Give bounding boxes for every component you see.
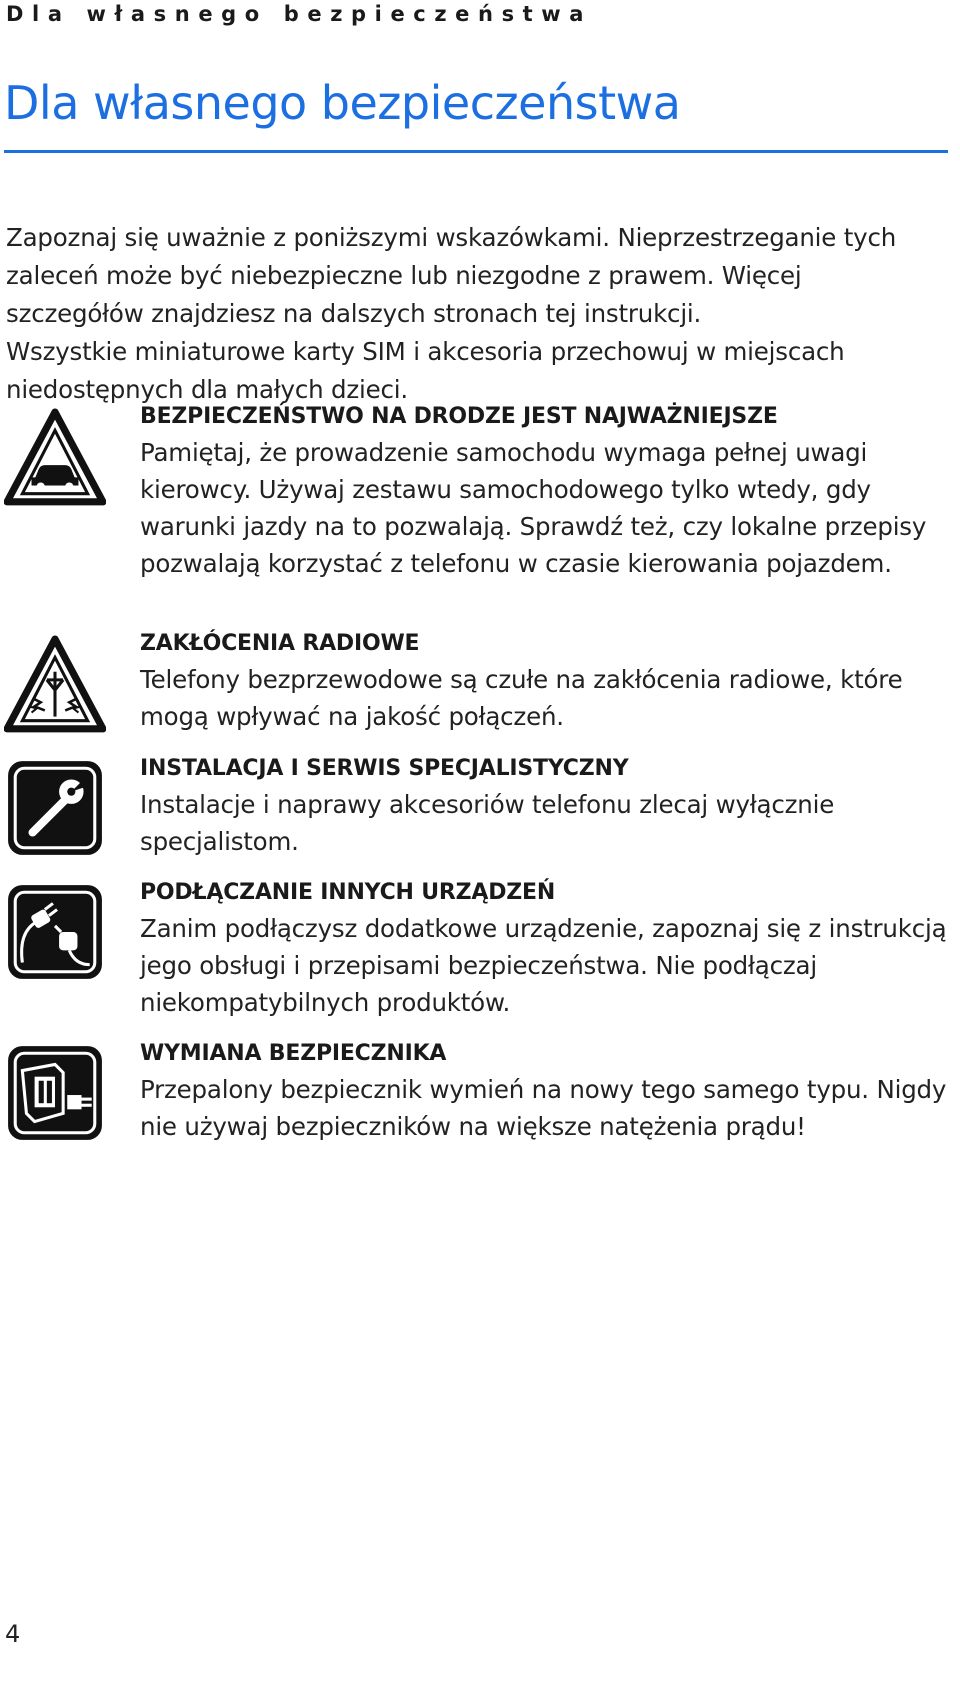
section-body: Przepalony bezpiecznik wymień na nowy tego samego typu. Nigdy nie używaj bezpieczników na większe natężenia prądu! [140,1075,947,1141]
intro [6,219,946,409]
section-body: Zanim podłączysz dodatkowe urządzenie, zapoznaj się z instrukcją jego obsługi i przepisami bezpieczeństwa. Nie podłączaj niekompatybilnych produktów. [140,914,947,1017]
section-heading: INSTALACJA I SERWIS SPECJALISTYCZNY [140,756,629,781]
intro-paragraph: Zapoznaj się uważnie z poniższymi wskazówkami. Nieprzestrzeganie tych zaleceń może być niebezpieczne lub niezgodne z prawem. Więcej szczegółów znajdziesz na dalszych stronach tej instrukcji. [6,223,897,328]
radio-interference-icon [4,635,106,737]
title-rule [4,150,948,153]
plug-icon [4,881,106,983]
section-heading: WYMIANA BEZPIECZNIKA [140,1041,447,1066]
section-heading: BEZPIECZEŃSTWO NA DRODZE JEST NAJWAŻNIEJSZE [140,404,778,429]
section-body: Instalacje i naprawy akcesoriów telefonu zlecaj wyłącznie specjalistom. [140,790,835,856]
section-body: Telefony bezprzewodowe są czułe na zakłócenia radiowe, które mogą wpływać na jakość połączeń. [140,665,903,731]
section-heading: ZAKŁÓCENIA RADIOWE [140,631,420,656]
section-heading: PODŁĄCZANIE INNYCH URZĄDZEŃ [140,880,556,905]
intro-paragraph: Wszystkie miniaturowe karty SIM i akcesoria przechowuj w miejscach niedostępnych dla małych dzieci. [6,337,845,404]
fuse-icon [4,1042,106,1144]
section-body: Pamiętaj, że prowadzenie samochodu wymaga pełnej uwagi kierowcy. Używaj zestawu samochodowego tylko wtedy, gdy warunki jazdy na to pozwalają. Sprawdź też, czy lokalne przepisy pozwalają korzystać z telefonu w czasie kierowania pojazdem. [140,438,927,578]
running-head: Dla własnego bezpieczeństwa [6,2,593,26]
wrench-icon [4,757,106,859]
road-safety-icon [4,408,106,510]
page-number: 4 [5,1620,21,1648]
page-title: Dla własnego bezpieczeństwa [4,76,681,130]
